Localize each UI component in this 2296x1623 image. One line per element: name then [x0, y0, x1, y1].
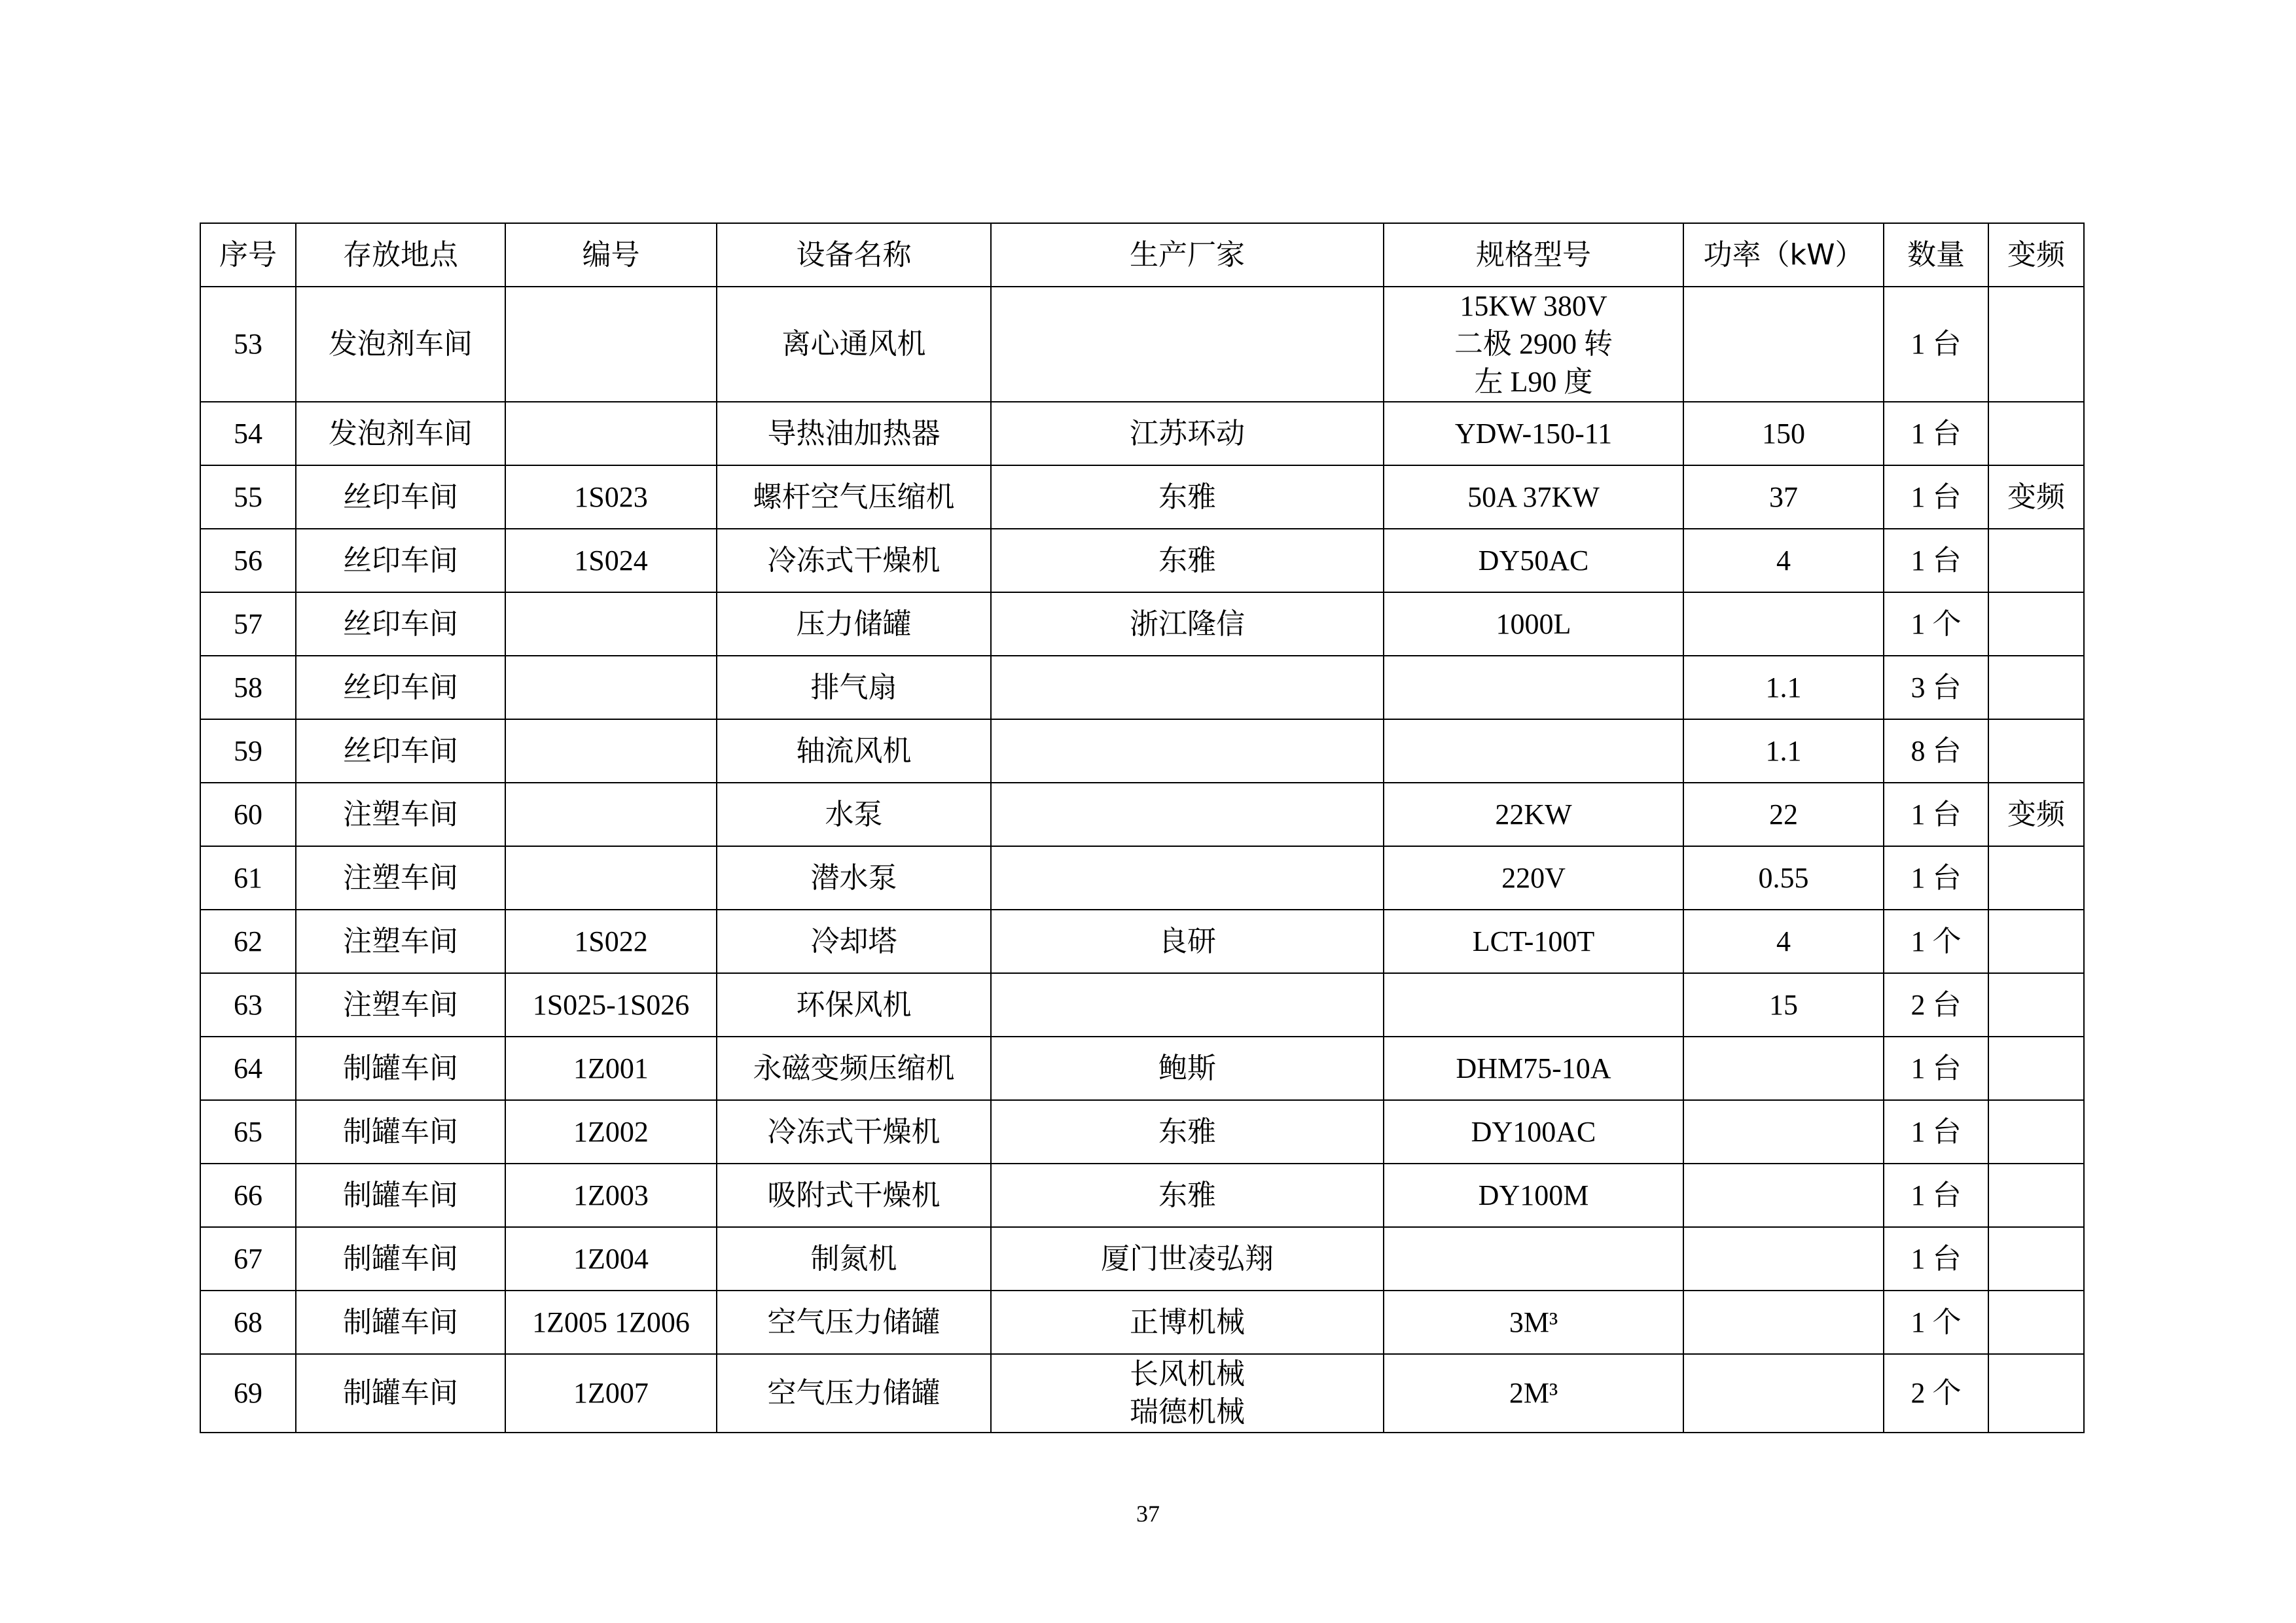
- cell-quantity: [1884, 1164, 1988, 1227]
- cell-model-text: DY100M: [1478, 1179, 1589, 1211]
- cell-equipment-name: [717, 1164, 991, 1227]
- cell-manufacturer: [991, 465, 1384, 529]
- cell-power: [1683, 1164, 1884, 1227]
- cell-frequency-conversion: [1988, 783, 2084, 846]
- cell-quantity-text: 1 台: [1910, 1242, 1962, 1275]
- cell-equipment-name-text: 水泵: [825, 798, 883, 830]
- cell-quantity: [1884, 529, 1988, 592]
- table-row: [200, 529, 2084, 592]
- cell-code: [505, 1164, 717, 1227]
- cell-manufacturer-text: 东雅: [1158, 1115, 1216, 1148]
- cell-power-text: 1.1: [1765, 671, 1802, 704]
- cell-model: [1384, 529, 1683, 592]
- cell-manufacturer-text: 正博机械: [1130, 1306, 1245, 1338]
- cell-quantity-text: 8 台: [1910, 734, 1962, 767]
- cell-power: [1683, 656, 1884, 719]
- cell-power-text: 22: [1769, 798, 1798, 830]
- cell-location-text: 制罐车间: [343, 1242, 458, 1275]
- cell-quantity-text: 1 台: [1910, 328, 1962, 360]
- cell-model: [1384, 592, 1683, 656]
- cell-quantity: [1884, 465, 1988, 529]
- cell-model-text: DHM75-10A: [1456, 1052, 1611, 1084]
- cell-frequency-conversion: [1988, 656, 2084, 719]
- table-row: [200, 592, 2084, 656]
- cell-code-text: 1S024: [574, 544, 648, 577]
- cell-power: [1683, 1227, 1884, 1291]
- cell-quantity: [1884, 287, 1988, 402]
- cell-location-text: 丝印车间: [343, 671, 458, 704]
- cell-model: [1384, 465, 1683, 529]
- cell-location-text: 发泡剂车间: [329, 417, 473, 450]
- cell-equipment-name: [717, 656, 991, 719]
- cell-location-text: 注塑车间: [343, 798, 458, 830]
- cell-power: [1683, 402, 1884, 465]
- cell-frequency-conversion: [1988, 1037, 2084, 1100]
- cell-model: [1384, 287, 1683, 402]
- cell-power: [1683, 1100, 1884, 1164]
- cell-equipment-name: [717, 846, 991, 910]
- cell-equipment-name-text: 制氮机: [810, 1242, 897, 1275]
- cell-quantity-text: 1 台: [1910, 480, 1962, 513]
- cell-model: [1384, 1354, 1683, 1433]
- cell-equipment-name: [717, 529, 991, 592]
- cell-quantity-text: 1 台: [1910, 417, 1962, 450]
- cell-code: [505, 529, 717, 592]
- header-model: 规格型号: [1384, 223, 1683, 287]
- cell-location-text: 制罐车间: [343, 1377, 458, 1409]
- cell-frequency-conversion: [1988, 1164, 2084, 1227]
- cell-seq: [200, 402, 296, 465]
- cell-code: [505, 592, 717, 656]
- cell-equipment-name: [717, 287, 991, 402]
- cell-code: [505, 1037, 717, 1100]
- cell-seq: [200, 287, 296, 402]
- cell-quantity-text: 1 台: [1910, 544, 1962, 577]
- cell-quantity: [1884, 656, 1988, 719]
- cell-power: [1683, 719, 1884, 783]
- cell-seq-text: 65: [234, 1115, 262, 1148]
- table-row: [200, 1037, 2084, 1100]
- cell-model: [1384, 1164, 1683, 1227]
- cell-code: [505, 783, 717, 846]
- cell-manufacturer: [991, 719, 1384, 783]
- cell-location: [296, 1291, 505, 1354]
- cell-manufacturer-text: 良研: [1158, 925, 1216, 957]
- cell-location: [296, 1164, 505, 1227]
- cell-frequency-conversion: [1988, 1354, 2084, 1433]
- cell-frequency-conversion: [1988, 529, 2084, 592]
- cell-quantity: [1884, 1227, 1988, 1291]
- cell-equipment-name: [717, 719, 991, 783]
- cell-location-text: 丝印车间: [343, 734, 458, 767]
- header-equipment-name: 设备名称: [717, 223, 991, 287]
- cell-location-text: 制罐车间: [343, 1179, 458, 1211]
- cell-location: [296, 1227, 505, 1291]
- cell-model: [1384, 1227, 1683, 1291]
- header-location: 存放地点: [296, 223, 505, 287]
- cell-equipment-name-text: 永磁变频压缩机: [753, 1052, 955, 1084]
- cell-model-text: 3M³: [1509, 1306, 1558, 1338]
- cell-seq: [200, 973, 296, 1037]
- cell-manufacturer: [991, 287, 1384, 402]
- cell-frequency-conversion-text: 变频: [2007, 798, 2065, 830]
- cell-seq-text: 60: [234, 798, 262, 830]
- equipment-table: [200, 223, 2085, 1433]
- cell-code: [505, 719, 717, 783]
- header-code: 编号: [505, 223, 717, 287]
- cell-seq: [200, 656, 296, 719]
- cell-equipment-name-text: 离心通风机: [781, 328, 926, 360]
- cell-seq: [200, 783, 296, 846]
- cell-power: [1683, 973, 1884, 1037]
- cell-location: [296, 287, 505, 402]
- cell-seq: [200, 529, 296, 592]
- cell-equipment-name-text: 冷冻式干燥机: [767, 544, 941, 577]
- cell-frequency-conversion: [1988, 465, 2084, 529]
- cell-quantity-text: 1 个: [1910, 1306, 1962, 1338]
- cell-power: [1683, 846, 1884, 910]
- cell-frequency-conversion-text: 变频: [2007, 480, 2065, 513]
- cell-model-text: DY100AC: [1471, 1115, 1596, 1148]
- cell-model: [1384, 973, 1683, 1037]
- cell-quantity-text: 1 台: [1910, 1052, 1962, 1084]
- cell-manufacturer-text: 东雅: [1158, 480, 1216, 513]
- cell-equipment-name: [717, 910, 991, 973]
- cell-manufacturer: [991, 1037, 1384, 1100]
- cell-model: [1384, 910, 1683, 973]
- cell-seq-text: 57: [234, 607, 262, 640]
- cell-seq: [200, 846, 296, 910]
- cell-manufacturer: [991, 656, 1384, 719]
- cell-equipment-name-text: 轴流风机: [796, 734, 912, 767]
- cell-quantity-text: 2 个: [1910, 1377, 1962, 1409]
- cell-seq-text: 66: [234, 1179, 262, 1211]
- cell-manufacturer-text: 东雅: [1158, 1179, 1216, 1211]
- cell-location: [296, 465, 505, 529]
- cell-frequency-conversion: [1988, 719, 2084, 783]
- cell-model-text: DY50AC: [1478, 544, 1589, 577]
- cell-manufacturer: [991, 1291, 1384, 1354]
- cell-equipment-name-text: 冷冻式干燥机: [767, 1115, 941, 1148]
- cell-equipment-name-text: 导热油加热器: [767, 417, 941, 450]
- cell-code-text: 1Z007: [573, 1377, 649, 1409]
- cell-seq-text: 64: [234, 1052, 262, 1084]
- cell-seq: [200, 719, 296, 783]
- cell-frequency-conversion: [1988, 1291, 2084, 1354]
- cell-manufacturer: [991, 402, 1384, 465]
- table-row: [200, 719, 2084, 783]
- table-row: [200, 402, 2084, 465]
- cell-location-text: 丝印车间: [343, 544, 458, 577]
- cell-code-text: 1S022: [574, 925, 648, 957]
- cell-equipment-name: [717, 1227, 991, 1291]
- cell-manufacturer: [991, 1227, 1384, 1291]
- cell-seq: [200, 465, 296, 529]
- cell-equipment-name-text: 空气压力储罐: [767, 1377, 941, 1409]
- table-row: [200, 1291, 2084, 1354]
- cell-quantity: [1884, 1291, 1988, 1354]
- cell-model: [1384, 719, 1683, 783]
- cell-quantity: [1884, 1354, 1988, 1433]
- cell-equipment-name-text: 排气扇: [810, 671, 897, 704]
- cell-location: [296, 910, 505, 973]
- cell-manufacturer-text: 东雅: [1158, 544, 1216, 577]
- header-power: 功率（kW）: [1683, 223, 1884, 287]
- cell-location: [296, 1037, 505, 1100]
- cell-model: [1384, 783, 1683, 846]
- table-row: [200, 846, 2084, 910]
- cell-seq-text: 62: [234, 925, 262, 957]
- cell-equipment-name: [717, 1354, 991, 1433]
- cell-power-text: 4: [1776, 544, 1791, 577]
- cell-model: [1384, 656, 1683, 719]
- cell-frequency-conversion: [1988, 402, 2084, 465]
- cell-location: [296, 1354, 505, 1433]
- cell-seq-text: 63: [234, 988, 262, 1021]
- table-row: [200, 1354, 2084, 1433]
- header-manufacturer: 生产厂家: [991, 223, 1384, 287]
- cell-code-text: 1Z001: [573, 1052, 649, 1084]
- cell-seq-text: 54: [234, 417, 262, 450]
- cell-manufacturer-text: 浙江隆信: [1130, 607, 1245, 640]
- cell-quantity: [1884, 402, 1988, 465]
- cell-location-text: 制罐车间: [343, 1306, 458, 1338]
- cell-seq-text: 67: [234, 1242, 262, 1275]
- cell-equipment-name: [717, 973, 991, 1037]
- cell-seq-text: 56: [234, 544, 262, 577]
- cell-power-text: 150: [1762, 417, 1805, 450]
- cell-frequency-conversion: [1988, 287, 2084, 402]
- cell-manufacturer: [991, 783, 1384, 846]
- table-row: [200, 973, 2084, 1037]
- cell-equipment-name: [717, 592, 991, 656]
- cell-location-text: 注塑车间: [343, 988, 458, 1021]
- table-row: [200, 287, 2084, 402]
- cell-seq-text: 59: [234, 734, 262, 767]
- cell-seq: [200, 1291, 296, 1354]
- cell-location: [296, 402, 505, 465]
- cell-power-text: 37: [1769, 480, 1798, 513]
- cell-quantity-text: 1 个: [1910, 925, 1962, 957]
- cell-location-text: 发泡剂车间: [329, 328, 473, 360]
- cell-manufacturer-text: 长风机械 瑞德机械: [1130, 1358, 1245, 1428]
- cell-frequency-conversion: [1988, 592, 2084, 656]
- header-quantity: 数量: [1884, 223, 1988, 287]
- table-row: [200, 465, 2084, 529]
- cell-frequency-conversion: [1988, 1227, 2084, 1291]
- cell-code: [505, 910, 717, 973]
- cell-frequency-conversion: [1988, 1100, 2084, 1164]
- cell-seq: [200, 1037, 296, 1100]
- cell-equipment-name: [717, 465, 991, 529]
- cell-model: [1384, 1037, 1683, 1100]
- cell-power: [1683, 529, 1884, 592]
- page-number: 37: [1136, 1501, 1160, 1527]
- cell-location: [296, 529, 505, 592]
- cell-model-text: LCT-100T: [1472, 925, 1595, 957]
- cell-location-text: 制罐车间: [343, 1115, 458, 1148]
- cell-quantity-text: 2 台: [1910, 988, 1962, 1021]
- cell-model-text: YDW-150-11: [1454, 417, 1613, 450]
- cell-power: [1683, 1037, 1884, 1100]
- cell-frequency-conversion: [1988, 910, 2084, 973]
- cell-code: [505, 287, 717, 402]
- cell-seq: [200, 1164, 296, 1227]
- cell-power: [1683, 910, 1884, 973]
- cell-code: [505, 973, 717, 1037]
- cell-equipment-name-text: 冷却塔: [810, 925, 897, 957]
- cell-code: [505, 846, 717, 910]
- cell-model-text: 22KW: [1495, 798, 1572, 830]
- cell-code: [505, 1291, 717, 1354]
- cell-power: [1683, 592, 1884, 656]
- table-row: [200, 910, 2084, 973]
- cell-equipment-name: [717, 1291, 991, 1354]
- cell-seq-text: 53: [234, 328, 262, 360]
- table-row: [200, 1164, 2084, 1227]
- cell-code: [505, 402, 717, 465]
- cell-equipment-name-text: 吸附式干燥机: [767, 1179, 941, 1211]
- header-seq: 序号: [200, 223, 296, 287]
- cell-quantity-text: 1 台: [1910, 861, 1962, 894]
- cell-manufacturer: [991, 1354, 1384, 1433]
- cell-equipment-name: [717, 1037, 991, 1100]
- cell-frequency-conversion: [1988, 846, 2084, 910]
- cell-quantity-text: 1 个: [1910, 607, 1962, 640]
- cell-manufacturer-text: 鲍斯: [1158, 1052, 1216, 1084]
- cell-quantity: [1884, 910, 1988, 973]
- cell-location-text: 注塑车间: [343, 925, 458, 957]
- cell-power: [1683, 287, 1884, 402]
- cell-location: [296, 719, 505, 783]
- cell-location-text: 丝印车间: [343, 480, 458, 513]
- cell-model-text: 15KW 380V 二极 2900 转 左 L90 度: [1454, 290, 1613, 398]
- cell-code: [505, 1227, 717, 1291]
- cell-code-text: 1Z005 1Z006: [532, 1306, 690, 1338]
- table-row: [200, 1100, 2084, 1164]
- header-row: [200, 223, 2084, 287]
- cell-code-text: 1S025-1S026: [532, 988, 690, 1021]
- cell-quantity-text: 3 台: [1910, 671, 1962, 704]
- cell-quantity: [1884, 1100, 1988, 1164]
- cell-manufacturer: [991, 910, 1384, 973]
- cell-power-text: 0.55: [1758, 861, 1809, 894]
- cell-location: [296, 592, 505, 656]
- cell-location: [296, 846, 505, 910]
- cell-location-text: 制罐车间: [343, 1052, 458, 1084]
- cell-location-text: 丝印车间: [343, 607, 458, 640]
- cell-manufacturer: [991, 1164, 1384, 1227]
- cell-power: [1683, 465, 1884, 529]
- cell-power: [1683, 783, 1884, 846]
- cell-equipment-name: [717, 1100, 991, 1164]
- cell-seq-text: 58: [234, 671, 262, 704]
- cell-location-text: 注塑车间: [343, 861, 458, 894]
- cell-code: [505, 465, 717, 529]
- cell-seq: [200, 1354, 296, 1433]
- cell-seq-text: 55: [234, 480, 262, 513]
- cell-quantity-text: 1 台: [1910, 798, 1962, 830]
- cell-equipment-name-text: 空气压力储罐: [767, 1306, 941, 1338]
- cell-model-text: 2M³: [1509, 1377, 1558, 1409]
- cell-equipment-name-text: 潜水泵: [810, 861, 897, 894]
- cell-power: [1683, 1354, 1884, 1433]
- cell-quantity: [1884, 719, 1988, 783]
- cell-code-text: 1Z004: [573, 1242, 649, 1275]
- cell-code: [505, 1100, 717, 1164]
- cell-quantity: [1884, 592, 1988, 656]
- cell-manufacturer: [991, 529, 1384, 592]
- cell-model-text: 1000L: [1496, 607, 1571, 640]
- cell-quantity: [1884, 973, 1988, 1037]
- cell-seq-text: 69: [234, 1377, 262, 1409]
- cell-power: [1683, 1291, 1884, 1354]
- cell-seq-text: 68: [234, 1306, 262, 1338]
- cell-manufacturer: [991, 973, 1384, 1037]
- header-frequency-conversion: 变频: [1988, 223, 2084, 287]
- cell-model: [1384, 1291, 1683, 1354]
- cell-manufacturer: [991, 592, 1384, 656]
- cell-code-text: 1S023: [574, 480, 648, 513]
- cell-seq: [200, 1227, 296, 1291]
- cell-seq: [200, 592, 296, 656]
- table-row: [200, 1227, 2084, 1291]
- cell-quantity: [1884, 1037, 1988, 1100]
- cell-code: [505, 656, 717, 719]
- cell-quantity: [1884, 783, 1988, 846]
- cell-manufacturer: [991, 1100, 1384, 1164]
- cell-power-text: 15: [1769, 988, 1798, 1021]
- cell-location: [296, 783, 505, 846]
- cell-model: [1384, 846, 1683, 910]
- cell-seq: [200, 1100, 296, 1164]
- cell-manufacturer-text: 厦门世凌弘翔: [1101, 1242, 1274, 1275]
- table-body: [200, 287, 2084, 1433]
- cell-equipment-name: [717, 783, 991, 846]
- cell-location: [296, 973, 505, 1037]
- cell-code-text: 1Z003: [573, 1179, 649, 1211]
- cell-model-text: 50A 37KW: [1467, 480, 1600, 513]
- cell-power-text: 1.1: [1765, 734, 1802, 767]
- cell-location: [296, 656, 505, 719]
- cell-code-text: 1Z002: [573, 1115, 649, 1148]
- cell-equipment-name-text: 环保风机: [796, 988, 912, 1021]
- cell-code: [505, 1354, 717, 1433]
- table-row: [200, 783, 2084, 846]
- cell-quantity: [1884, 846, 1988, 910]
- cell-seq-text: 61: [234, 861, 262, 894]
- cell-frequency-conversion: [1988, 973, 2084, 1037]
- cell-power-text: 4: [1776, 925, 1791, 957]
- cell-manufacturer-text: 江苏环动: [1130, 417, 1245, 450]
- table-row: [200, 656, 2084, 719]
- cell-equipment-name-text: 螺杆空气压缩机: [753, 480, 955, 513]
- cell-model-text: 220V: [1501, 861, 1566, 894]
- cell-model: [1384, 402, 1683, 465]
- cell-manufacturer: [991, 846, 1384, 910]
- cell-equipment-name-text: 压力储罐: [796, 607, 912, 640]
- cell-equipment-name: [717, 402, 991, 465]
- cell-location: [296, 1100, 505, 1164]
- cell-seq: [200, 910, 296, 973]
- cell-quantity-text: 1 台: [1910, 1179, 1962, 1211]
- cell-model: [1384, 1100, 1683, 1164]
- cell-quantity-text: 1 台: [1910, 1115, 1962, 1148]
